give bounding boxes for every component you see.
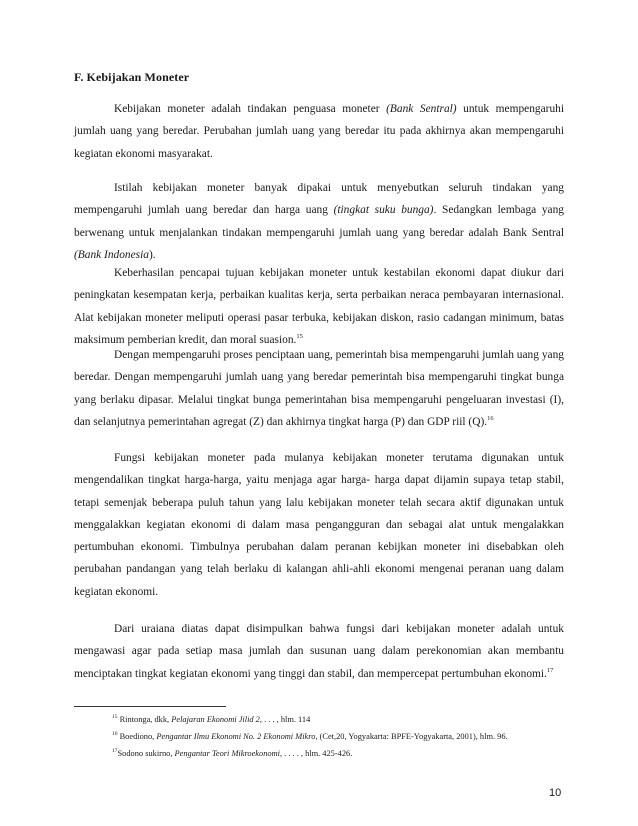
paragraph-3-text: Keberhasilan pencapai tujuan kebijakan moneter untuk kestabilan ekonomi dapat diukur dari peningkatan kesempatan kerja, perbaikan kualitas kerja, serta perbaikan neraca pembayaran internasional. Alat kebijakan moneter meliputi operasi pasar terbuka, kebijakan diskon, rasio cadangan minimum, batas maksimum pemberian kredit, dan moral suasion. (74, 267, 564, 346)
footnote-16 (112, 731, 508, 743)
footnote-17-pre: Sodono sukirno, (117, 749, 175, 758)
paragraph-1 (74, 98, 564, 165)
paragraph-3 (74, 262, 564, 351)
footnote-15 (112, 714, 310, 726)
paragraph-2-text-b: . Sedangkan lembaga yang berwenang untuk menjalankan tindakan mempengaruhi jumlah uang yang beredar adalah Bank Sentral (74, 204, 565, 239)
paragraph-1-text-a: Kebijakan moneter adalah tindakan penguasa moneter (114, 103, 387, 115)
section-heading: F. Kebijakan Moneter (74, 70, 190, 84)
footnote-16-number: 16 (112, 731, 118, 737)
footnote-15-pre: Rintonga, dkk, (117, 715, 172, 724)
footnote-15-number: 15 (112, 714, 118, 720)
footnote-ref-15: 15 (296, 332, 303, 340)
paragraph-2 (74, 177, 564, 266)
paragraph-6-text: Dari uraiana diatas dapat disimpulkan bahwa fungsi dari kebijakan moneter adalah untuk mengawasi agar pada setiap masa jumlah dan susunan uang dalam perekonomian akan membantu menciptakan tingkat kegiatan ekonomi yang tinggi dan stabil, dan mempercepat pertumbuhan ekonomi. (74, 623, 564, 680)
footnote-16-pre: Boediono, (117, 732, 157, 741)
footnote-17-post: , . . . . , hlm. 425-426. (279, 749, 353, 758)
paragraph-2-text-c: ). (148, 248, 156, 261)
footnote-17 (112, 748, 352, 760)
paragraph-2-italic-2: (Bank Indonesia (74, 248, 149, 261)
paragraph-2-text-a: Istilah kebijakan moneter banyak dipakai untuk menyebutkan seluruh tindakan yang mempengaruhi jumlah uang beredar dan harga uang (74, 182, 564, 217)
page-number: 10 (549, 787, 562, 799)
paragraph-1-italic: (Bank Sentral) (386, 103, 457, 115)
footnote-16-post: , (Cet,20, Yogyakarta: BPFE-Yogyakarta, 2001), hlm. 96. (315, 732, 508, 741)
footnote-17-number: 17 (112, 748, 118, 754)
paragraph-6 (74, 618, 564, 685)
footnote-15-post: , . . . , hlm. 114 (259, 715, 311, 724)
footnote-ref-16: 16 (487, 414, 494, 422)
paragraph-4-text: Dengan mempengaruhi proses penciptaan uang, pemerintah bisa mempengaruhi jumlah uang yang beredar. Dengan mempengaruhi jumlah uang yang beredar pemerintah bisa mempengaruhi tingkat bunga yang berlaku dipasar. Melalui tingkat bunga pemerintahan bisa mempengaruhi pengeluaran investasi (I), dan selanjutnya pemerintahan agregat (Z) dan akhirnya tingkat harga (P) dan GDP riil (Q). (74, 349, 564, 428)
footnote-separator (74, 706, 226, 707)
footnote-16-title: Pengantar Ilmu Ekonomi No. 2 Ekonomi Mikro (156, 732, 316, 741)
paragraph-1-text-b: untuk mempengaruhi jumlah uang yang beredar. Perubahan jumlah uang yang beredar itu pada akhirnya akan mempengaruhi kegiatan ekonomi masyarakat. (74, 103, 564, 160)
footnote-ref-17: 17 (546, 666, 554, 674)
paragraph-2-italic-1: (tingkat suku bunga) (333, 204, 434, 217)
paragraph-4 (74, 344, 564, 433)
paragraph-5 (74, 447, 564, 603)
footnote-15-title: Pelajaran Ekonomi Jilid 2 (171, 715, 260, 724)
paragraph-5-text: Fungsi kebijakan moneter pada mulanya kebijakan moneter terutama digunakan untuk mengendalikan tingkat harga-harga, yaitu menjaga agar harga- harga dapat dijamin supaya tetap stabil, tetapi semenjak beberapa puluh tahun yang lalu kebijakan moneter telah secara aktif digunakan untuk menggalakkan kegiatan ekonomi di dalam masa pengangguran dan sebagai alat untuk mengalakkan pertumbuhan ekonomi. Timbulnya perubahan dalam peranan kebijkan moneter ini disebabkan oleh perubahan pandangan yang telah berlaku di kalangan ahli-ahli ekonomi mengenai peranan uang dalam kegiatan ekonomi. (74, 452, 564, 598)
footnote-17-title: Pengantar Teori Mikroekonomi (174, 749, 280, 758)
